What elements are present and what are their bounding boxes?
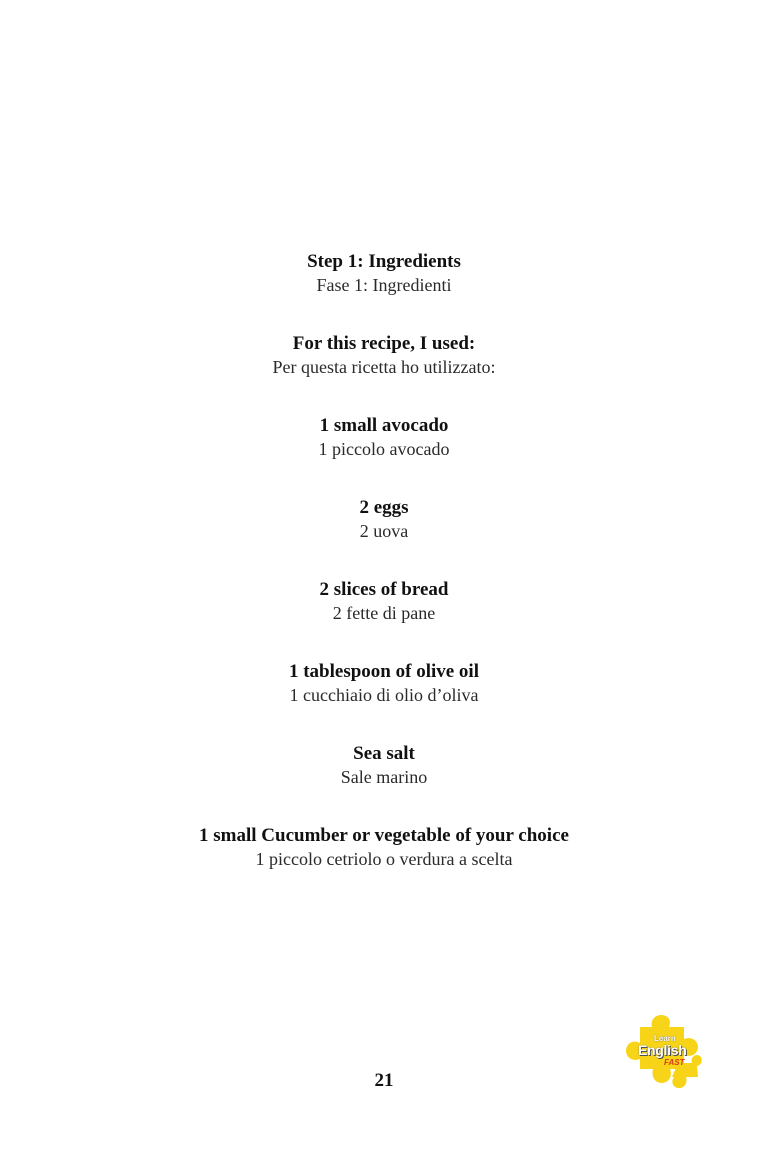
recipe-content (0, 250, 768, 906)
ingredient-english: 2 eggs (359, 497, 409, 518)
logo-english-text: English (638, 1042, 687, 1058)
heading-english: Step 1: Ingredients (307, 251, 461, 272)
ingredient-english: Sea salt (353, 743, 415, 764)
ingredient-italian: 1 piccolo cetriolo o verdura a scelta (255, 849, 513, 869)
heading-italian: Fase 1: Ingredienti (316, 275, 452, 295)
logo-fast-text: FAST (664, 1058, 685, 1067)
ingredient-item (0, 578, 768, 624)
intro-block (0, 332, 768, 378)
logo-learn-text: Learn (654, 1034, 676, 1043)
ingredient-item (0, 496, 768, 542)
ingredient-english: 2 slices of bread (319, 579, 449, 600)
ingredient-italian: 2 uova (359, 521, 409, 541)
ingredient-italian: 1 cucchiaio di olio d’oliva (289, 685, 479, 705)
ingredient-italian: Sale marino (340, 767, 428, 787)
ingredient-item (0, 742, 768, 788)
logo-wordmark (622, 1013, 704, 1091)
ingredient-item (0, 660, 768, 706)
ingredient-item (0, 414, 768, 460)
ingredient-italian: 1 piccolo avocado (318, 439, 450, 459)
ingredient-italian: 2 fette di pane (332, 603, 436, 623)
ingredient-english: 1 small Cucumber or vegetable of your choice (199, 825, 569, 846)
ingredient-item (0, 824, 768, 870)
ingredient-english: 1 tablespoon of olive oil (288, 661, 479, 682)
learn-english-fast-logo (622, 1013, 704, 1091)
intro-italian: Per questa ricetta ho utilizzato: (272, 357, 496, 377)
section-heading (0, 250, 768, 296)
page-number: 21 (374, 1070, 394, 1091)
intro-english: For this recipe, I used: (292, 333, 476, 354)
ingredient-english: 1 small avocado (319, 415, 449, 436)
